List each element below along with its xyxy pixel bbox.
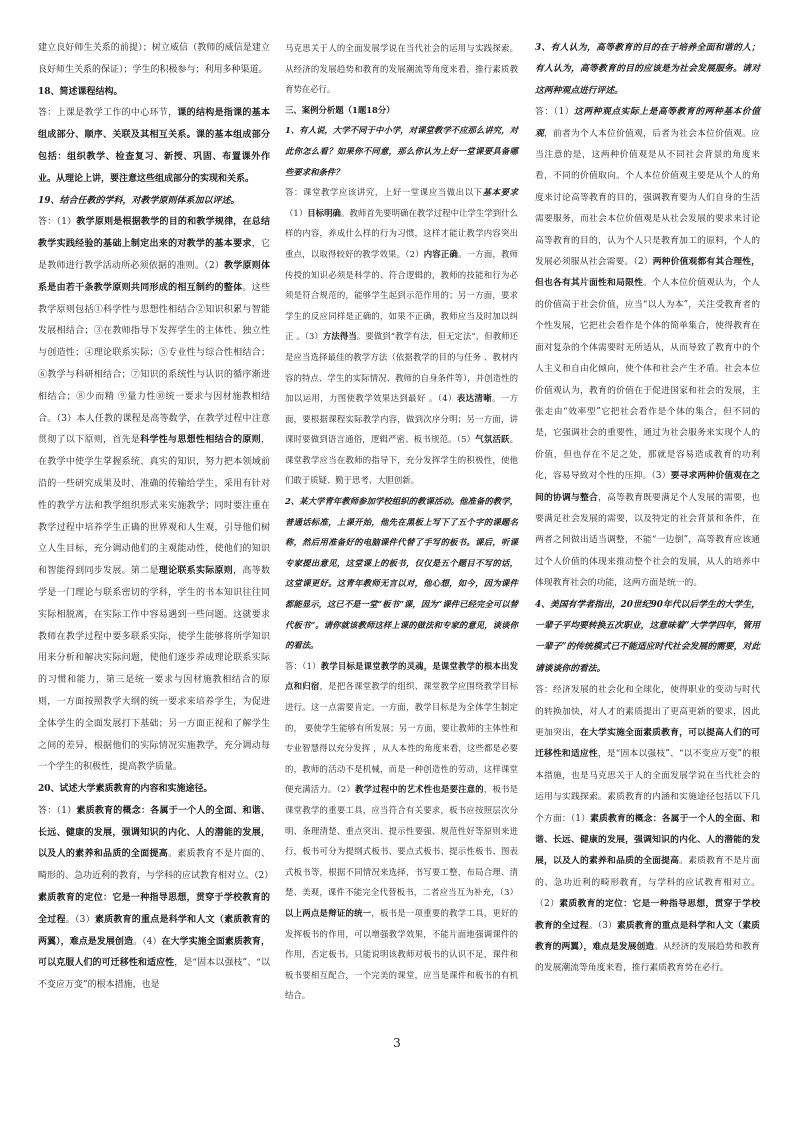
paragraph: 答：（1）素质教育的概念：各属于一个人的全面、和谐、长远、健康的发展，强调知识的内化、人的潜能的发展，以及人的素养和品质的全面提高。素质教育不是片面的、畸形的、急功近利的教育，与学科的应试教育相对立。（2）素质教育的定位：它是一种指导思想，贯穿于学校教育的全过程。（3）素质教育的重点是科学和人文（素质教育的两翼），难点是发展创造。（4）在大学实施全面素质教育，可以克服人们的可迁移性和适应性，是“固本以强枝”、“以不变应万变”的根本措施，也是 bbox=[38, 805, 274, 991]
question-heading: 20、试述大学素质教育的内容和实施途径。 bbox=[38, 784, 213, 795]
paragraph: 答：（1）教学目标是课堂教学的灵魂，是课堂教学的根本出发点和归宿，是把各课堂教学的组织、课堂教学应围绕教学目标进行。这一点需要肯定。一方面，教学目标是为全体学生制定的， 要使学生能够有所发展；另一方面，要让教师的主体性和专业智慧得以充分发挥 ，从人本性的角度来看，这些都是必要的，教师的活动不是机械，而是一种创造性的劳动，这样课堂便充满活力。（2）教学过程中的艺术性也是要注意的，板书是课堂教学的重要工具，应当符合有关要求，板书应按照层次分明、条理清楚、重点突出、提示性要强、规范性好等原则来进行，板书可分为提纲式板书、要点式板书、提示性板书、图表式板书等，根据不同情况来选择，书写要工整，布局合理、清楚、美观，课件不能完全代替板书，二者应当互为补充，（3）以上两点是辩证的统一，板书是一项重要的教学工具，更好的发挥板书的作用，可以增强教学效果，不能片面地强调课件的作用，否定板书，只能说明该教师对板书的认识不足，课件和板书要相互配合，一个完美的课堂，应当是课件和板书的有机结合。 bbox=[285, 660, 519, 1001]
text-column-middle bbox=[285, 38, 518, 1006]
paragraph: 答：（1）教学原则是根据教学的目的和教学规律，在总结教学实践经验的基础上制定出来的对教学的基本要求，它是教师进行教学活动所必须依据的准则。（2）教学原则体系是由若干条教学原则共同形成的相互制约的整体。这些教学原则包括①科学性与思想性相结合②知识积累与智能发展相结合；③在教师指导下发挥学生的主体性、独立性与创造性；④理论联系实际；⑤专业性与综合性相结合；⑥教学与科研相结合；⑦知识的系统性与认识的循序渐进相结合；⑧少而精 ⑨量力性⑩统一要求与因材施教相结合。（3）本人任教的课程是高等数学，在教学过程中注意贯彻了以下原则，首先是科学性与思想性相结合的原则，在教学中使学生掌握系统、真实的知识，努力把本领域前沿的一些研究成果及时、准确的传输给学生，采用有针对性的教学方法和教学组织形式来实施教学；同时要注重在教学过程中培养学生正确的世界观和人生观，引导他们树立人生目标，充分调动他们的主观能动性，使他们的知识和智能得到同步发展。第二是理论联系实际原则，高等数学是一门理论与联系密切的学科，学生的书本知识往往同实际相脱离，在实际工作中容易遇到一些问题。这就要求教师在教学过程中要多联系实际，使学生能够将所学知识用来分析和解决实际问题，使他们逐步养成理论联系实际的习惯和能力，第三是统一要求与因材施教相结合的原则，一方面按照教学大纲的统一要求来培养学生，为促进全体学生的全面发展打下基础；另一方面正视和了解学生之间的差异，根据他们的实际情况实施教学，充分调动每一个学生的积极性，提高教学质量。 bbox=[38, 217, 270, 773]
paragraph: 答：经济发展的社会化和全球化，使得职业的变动与时代的转换加快，对人才的素质提出了更高更新的要求，因此更加突出，在大学实施全面素质教育，可以提高人们的可迁移性和适应性，是“固本以强枝”、“以不变应万变”的根本措施，也是马克思关于人的全面发展学说在当代社会的运用与实践探索。素质教育的内涵和实施途径包括以下几个方面：（1）素质教育的概念：各属于一个人的全面、和谐、长远、健康的发展，强调知识的内化、人的潜能的发展，以及人的素养和品质的全面提高。素质教育不是片面的、急功近利的畸形教育，与学科的应试教育相对立。（2）素质教育的定位：它是一种指导思想，贯穿于学校教育的全过程。（3）素质教育的重点是科学和人文（素质教育的两翼），难点是发展创造。从经济的发展趋势和教育的发展潮流等角度来看，推行素质教育势在必行。 bbox=[535, 685, 760, 974]
page-number: 3 bbox=[393, 1036, 401, 1050]
paragraph: 答：（1）这两种观点实际上是高等教育的两种基本价值观，前者为个人本位价值观，后者为社会本位价值观。应当注意的是，这两种价值观是从不同社会背景的角度来看，不同的价值取向。个人本位价值观主要是从个人的角度来讨论高等教育的目的，强调教育要为人们自身的生活需要服务，而社会本位价值观是从社会发展的要求来讨论高等教育的目的，认为个人只是教育加工的原料，个人的发展必须服从社会需要。（2）两种价值观都有其合理性，但也各有其片面性和局限性。个人本位价值观认为，个人的价值高于社会价值，应当“以人为本”，关注受教育者的个性发展，它把社会看作是个体的简单集合，使得教育在面对复杂的个体需要时无所适从，从而导致了教育中的个人主义和自由化倾向，使个体和社会产生矛盾。社会本位价值观认为，教育的价值在于促进国家和社会的发展，主张走由“效率型”它把社会看作是个体的集合，但不同的是，它强调社会的重要性，通过为社会服务来实现个人的价值，但也存在不足之处，那就是容易造成教育的功利化，容易导致对个性的压抑。（3）要寻求两种价值观在之间的协调与整合，高等教育既要满足个人发展的需要，也要满足社会发展的需要，以及特定的社会背景和条件，在两者之间做出适当调整，不能“一边倒”，高等教育应该通过个人价值的体现来推动整个社会的发展，从人的培养中体现教育社会的功能，这两方面是统一的。 bbox=[535, 107, 760, 589]
paragraph: 答：上课是教学工作的中心环节，课的结构是指课的基本组成部分、顺序、关联及其相互关系。课的基本组成部分包括：组织教学、检查复习、新授、巩固、布置课外作业。从理论上讲，要注意这些组成部分的实现和关系。 bbox=[38, 108, 270, 184]
question-heading: 18、简述课程结构。 bbox=[38, 86, 123, 97]
question-heading: 3、有人认为，高等教育的目的在于培养全面和谐的人；有人认为，高等教育的目的应该是为社会发展服务。请对这两种观点进行评述。 bbox=[535, 43, 760, 96]
question-heading: 4、美国有学者指出，20世纪90年代以后学生的大学生，一辈子平均要转换五次职业，这意味着“大学学四年，管用一辈子”的传统模式已不能适应时代社会发展的需要，对此请谈谈你的看法。 bbox=[535, 599, 760, 674]
paragraph: 建立良好师生关系的前提）；树立威信（教师的威信是建立良好师生关系的保证）；学生的积极参与；利用多种渠道。 bbox=[38, 43, 270, 75]
question-heading: 2、某大学青年教师参加学校组织的教课活动。他准备的教学，普通话标准，上课开始，他先在黑板上写下了五个字的课题名称，然后用准备好的电脑课件代替了手写的板书。课后，听课专家提出意见，这堂课上的板书，仅仅是五个题目不写的话，这堂课更好。这青年教师无言以对，他心想，如今，因为课件都能显示，这已不是一堂“板书”课，因为“课件已经完全可以替代板书”。请你就该教师这样上课的做法和专家的意见，谈谈你的看法。 bbox=[285, 496, 518, 651]
paragraph: 马克思关于人的全面发展学说在当代社会的运用与实践探索。从经济的发展趋势和教育的发展潮流等角度来看，推行素质教育势在必行。 bbox=[285, 43, 518, 95]
section-heading: 三、案例分析题（1题18分） bbox=[285, 104, 395, 115]
question-heading: 19、结合任教的学科，对教学原则体系加以评述。 bbox=[38, 195, 240, 206]
text-column-left bbox=[38, 38, 274, 997]
paragraph: 答：课堂教学应该讲究，上好一堂课应当做出以下基本要求（1）目标明确。教师首先要明确在教学过程中让学生学到什么样的内容，养成什么样的行为习惯，这样才能让教学内容突出重点，以取得较好的教学效果。（2）内容正确。一方面，教师传授的知识必须是科学的、符合逻辑的，教师的技能和行为必须是符合规范的，能够学生起到示范作用的；另一方面，要求学生的反应同样是正确的，如果不正确，教师应当及时加以纠正 。（3）方法得当。要做到“教学有法，但无定法”，但教师还是应当选择最佳的教学方法（依据教学的目的与任务 、教材内容的特点、学生的实际情况、教师的自身条件等），并创造性的加以运用，力图使教学效果达到最好 。（4）表达清晰。一方面，要根据课程实际教学内容，做到次序分明；另一方面，讲课时要做到语言通俗，逻辑严密、板书规范。（5）气氛活跃。课堂教学应当在教师的指导下，充分发挥学生的积极性，使他们敢于质疑、勤于思考、大胆创新。 bbox=[285, 187, 519, 486]
text-column-right bbox=[535, 38, 760, 980]
question-heading: 1、有人说，大学不同于中小学，对课堂教学不应那么讲究，对此你怎么看？如果你不同意，那么你认为上好一堂课要具备哪些要求和条件？ bbox=[285, 125, 518, 177]
